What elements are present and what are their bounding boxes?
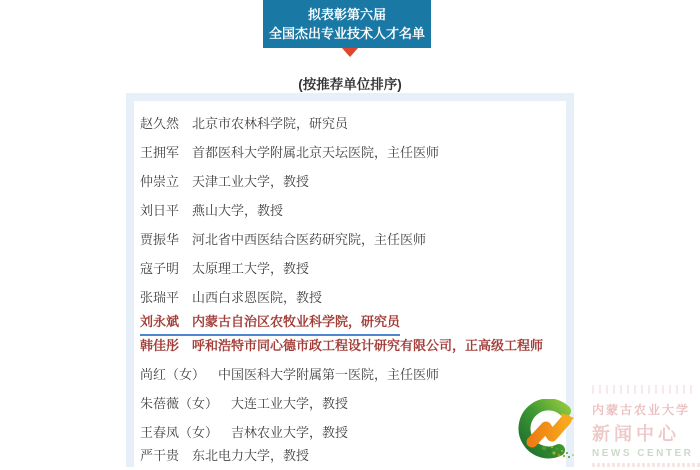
news-center-logo-icon bbox=[516, 399, 588, 466]
sort-note: (按推荐单位排序) bbox=[298, 77, 402, 92]
person-name: 张瑞平 bbox=[140, 290, 180, 305]
watermark-news-center-cn: 新闻中心 bbox=[592, 424, 680, 444]
person-affiliation-title: 太原理工大学，教授 bbox=[192, 261, 310, 276]
list-item bbox=[140, 360, 566, 389]
banner-arrow-down-icon bbox=[342, 48, 358, 57]
entry bbox=[140, 173, 309, 190]
entry bbox=[140, 447, 309, 464]
name-list bbox=[134, 101, 566, 470]
entry bbox=[140, 366, 439, 383]
list-item bbox=[140, 225, 566, 254]
banner-title bbox=[263, 0, 431, 48]
person-affiliation-title: 首都医科大学附属北京天坛医院，主任医师 bbox=[192, 145, 440, 160]
list-item bbox=[140, 138, 566, 167]
person-name: 严干贵 bbox=[140, 448, 180, 463]
entry bbox=[140, 115, 348, 132]
person-name: 刘永斌 bbox=[140, 314, 180, 329]
list-item bbox=[140, 254, 566, 283]
person-name: 寇子明 bbox=[140, 261, 180, 276]
person-name: 韩佳彤 bbox=[140, 338, 180, 353]
person-name: 仲崇立 bbox=[140, 174, 180, 189]
person-affiliation-title: 河北省中西医结合医药研究院，主任医师 bbox=[192, 232, 427, 247]
entry bbox=[140, 144, 439, 161]
person-affiliation-title: 山西白求恩医院，教授 bbox=[192, 290, 323, 305]
watermark-news-center-en: NEWS CENTER bbox=[592, 448, 694, 459]
list-item bbox=[140, 196, 566, 225]
watermark-university-name: 内蒙古农业大学 bbox=[592, 403, 691, 417]
person-affiliation-title: 吉林农业大学，教授 bbox=[231, 425, 349, 440]
person-name: 尚红（女） bbox=[140, 367, 206, 382]
entry bbox=[140, 231, 426, 248]
person-affiliation-title: 燕山大学，教授 bbox=[192, 203, 284, 218]
banner-line-1: 拟表彰第六届 bbox=[307, 7, 386, 22]
watermark-text-block bbox=[592, 385, 700, 467]
person-name: 刘日平 bbox=[140, 203, 180, 218]
list-item bbox=[140, 167, 566, 196]
person-name: 王拥军 bbox=[140, 145, 180, 160]
watermark-caption-line bbox=[592, 463, 700, 467]
entry bbox=[140, 202, 283, 219]
person-affiliation-title: 呼和浩特市同心德市政工程设计研究有限公司，正高级工程师 bbox=[192, 338, 544, 353]
entry bbox=[140, 337, 543, 354]
entry bbox=[140, 260, 309, 277]
entry bbox=[140, 395, 348, 412]
person-name: 赵久然 bbox=[140, 116, 180, 131]
list-item bbox=[140, 389, 566, 418]
mongolian-script-watermark bbox=[592, 385, 696, 394]
person-name: 贾振华 bbox=[140, 232, 180, 247]
list-item bbox=[140, 109, 566, 138]
person-affiliation-title: 大连工业大学，教授 bbox=[231, 396, 349, 411]
list-item bbox=[140, 441, 566, 470]
entry bbox=[140, 289, 322, 306]
person-affiliation-title: 内蒙古自治区农牧业科学院，研究员 bbox=[192, 314, 401, 329]
person-affiliation-title: 天津工业大学，教授 bbox=[192, 174, 310, 189]
banner-line-2: 全国杰出专业技术人才名单 bbox=[268, 26, 425, 41]
name-list-card bbox=[126, 93, 574, 467]
entry bbox=[140, 424, 348, 441]
person-affiliation-title: 中国医科大学附属第一医院，主任医师 bbox=[218, 367, 440, 382]
list-item bbox=[140, 331, 566, 360]
person-affiliation-title: 北京市农林科学院，研究员 bbox=[192, 116, 349, 131]
person-name: 王春凤（女） bbox=[140, 425, 219, 440]
person-name: 朱蓓薇（女） bbox=[140, 396, 219, 411]
person-affiliation-title: 东北电力大学，教授 bbox=[192, 448, 310, 463]
